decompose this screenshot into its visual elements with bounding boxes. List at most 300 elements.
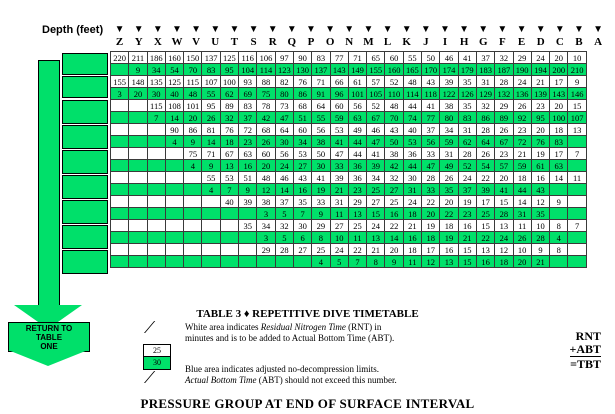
cell-90b-F[interactable]: 25 [476,208,494,220]
cell-50-I[interactable]: 50 [422,52,440,64]
group-letter-W[interactable]: W [171,36,183,48]
cell-55b-J[interactable]: 114 [403,88,421,100]
cell-70b-P[interactable]: 27 [293,160,311,172]
cell-55b-N[interactable]: 96 [330,88,348,100]
cell-55b-Y[interactable]: 20 [129,88,147,100]
cell-80-M[interactable]: 36 [348,172,366,184]
cell-80b-Z[interactable] [111,184,129,196]
cell-65-M[interactable]: 49 [348,124,366,136]
cell-80b-S[interactable]: 9 [239,184,257,196]
cell-90b-I[interactable]: 20 [422,208,440,220]
cell-100-P[interactable]: 30 [293,220,311,232]
group-letter-L[interactable]: L [383,36,392,48]
cell-70-R[interactable]: 60 [257,148,275,160]
cell-110-J[interactable]: 18 [403,244,421,256]
cell-50-V[interactable]: 150 [184,52,202,64]
cell-50-Q[interactable]: 97 [275,52,293,64]
cell-80b-I[interactable]: 33 [422,184,440,196]
group-letter-R[interactable]: R [268,36,277,48]
cell-100b-W[interactable] [165,232,183,244]
cell-90b-E[interactable]: 28 [495,208,513,220]
cell-100-Z[interactable] [111,220,129,232]
cell-55-T[interactable]: 100 [220,76,238,88]
cell-65-O[interactable]: 56 [312,124,330,136]
cell-80-A[interactable]: 11 [568,172,586,184]
cell-55b-Q[interactable]: 80 [275,88,293,100]
cell-110b-J[interactable]: 11 [403,256,421,268]
cell-70b-W[interactable] [165,160,183,172]
cell-100-T[interactable] [220,220,238,232]
cell-60-G[interactable]: 35 [458,100,476,112]
cell-50-C[interactable]: 24 [531,52,549,64]
cell-80-U[interactable]: 55 [202,172,220,184]
cell-55b-F[interactable]: 129 [476,88,494,100]
cell-60b-U[interactable]: 26 [202,112,220,124]
cell-65b-X[interactable] [147,136,165,148]
cell-80-Z[interactable] [111,172,129,184]
cell-100b-J[interactable]: 16 [403,232,421,244]
cell-90b-J[interactable]: 18 [403,208,421,220]
cell-90-X[interactable] [147,196,165,208]
cell-90b-T[interactable] [220,208,238,220]
cell-80b-T[interactable]: 7 [220,184,238,196]
group-letter-M[interactable]: M [363,36,374,48]
cell-65-R[interactable]: 68 [257,124,275,136]
cell-110-Q[interactable]: 28 [275,244,293,256]
cell-110b-Y[interactable] [129,256,147,268]
cell-50b-N[interactable]: 143 [330,64,348,76]
cell-55-J[interactable]: 48 [403,76,421,88]
cell-110-S[interactable] [239,244,257,256]
cell-80-R[interactable]: 48 [257,172,275,184]
cell-100-K[interactable]: 22 [385,220,403,232]
cell-100b-A[interactable] [568,232,586,244]
cell-70-T[interactable]: 67 [220,148,238,160]
cell-50-O[interactable]: 83 [312,52,330,64]
cell-60b-P[interactable]: 51 [293,112,311,124]
cell-60b-R[interactable]: 42 [257,112,275,124]
cell-60b-V[interactable]: 20 [184,112,202,124]
cell-55-S[interactable]: 93 [239,76,257,88]
cell-60-J[interactable]: 44 [403,100,421,112]
cell-80b-Y[interactable] [129,184,147,196]
cell-50b-Y[interactable]: 9 [129,64,147,76]
group-letter-I[interactable]: I [442,36,448,48]
cell-100b-K[interactable]: 14 [385,232,403,244]
cell-50b-G[interactable]: 179 [458,64,476,76]
cell-70-Y[interactable] [129,148,147,160]
cell-100-L[interactable]: 24 [367,220,385,232]
cell-100-H[interactable]: 18 [440,220,458,232]
cell-70b-T[interactable]: 13 [220,160,238,172]
cell-110-O[interactable]: 25 [312,244,330,256]
cell-100-D[interactable]: 11 [513,220,531,232]
cell-90b-L[interactable]: 15 [367,208,385,220]
cell-110b-T[interactable] [220,256,238,268]
cell-65-A[interactable]: 13 [568,124,586,136]
cell-65-T[interactable]: 76 [220,124,238,136]
cell-60-U[interactable]: 95 [202,100,220,112]
cell-90-P[interactable]: 35 [293,196,311,208]
cell-100-C[interactable]: 10 [531,220,549,232]
cell-100-I[interactable]: 19 [422,220,440,232]
cell-65-P[interactable]: 60 [293,124,311,136]
cell-50-K[interactable]: 60 [385,52,403,64]
cell-55-V[interactable]: 115 [184,76,202,88]
cell-110-Z[interactable] [111,244,129,256]
cell-80-N[interactable]: 39 [330,172,348,184]
cell-60-I[interactable]: 41 [422,100,440,112]
cell-65b-P[interactable]: 34 [293,136,311,148]
cell-90b-K[interactable]: 16 [385,208,403,220]
cell-100-X[interactable] [147,220,165,232]
cell-90b-H[interactable]: 22 [440,208,458,220]
cell-55b-A[interactable]: 146 [568,88,586,100]
cell-100b-X[interactable] [147,232,165,244]
cell-110b-W[interactable] [165,256,183,268]
cell-50-T[interactable]: 125 [220,52,238,64]
cell-60-A[interactable]: 15 [568,100,586,112]
cell-50b-O[interactable]: 137 [312,64,330,76]
cell-70-F[interactable]: 26 [476,148,494,160]
cell-80-F[interactable]: 22 [476,172,494,184]
cell-90b-B[interactable] [550,208,568,220]
cell-60b-D[interactable]: 92 [513,112,531,124]
cell-110b-N[interactable]: 5 [330,256,348,268]
cell-60b-K[interactable]: 70 [385,112,403,124]
cell-50b-P[interactable]: 130 [293,64,311,76]
cell-90b-S[interactable] [239,208,257,220]
cell-90-T[interactable]: 40 [220,196,238,208]
cell-50b-F[interactable]: 183 [476,64,494,76]
cell-55b-I[interactable]: 118 [422,88,440,100]
cell-100-B[interactable]: 8 [550,220,568,232]
cell-70b-F[interactable]: 54 [476,160,494,172]
cell-60b-M[interactable]: 63 [348,112,366,124]
cell-110-A[interactable] [568,244,586,256]
cell-80b-E[interactable]: 41 [495,184,513,196]
cell-110b-E[interactable]: 18 [495,256,513,268]
cell-100-J[interactable]: 21 [403,220,421,232]
cell-100b-Q[interactable]: 5 [275,232,293,244]
cell-90-D[interactable]: 14 [513,196,531,208]
cell-50b-V[interactable]: 70 [184,64,202,76]
cell-110b-V[interactable] [184,256,202,268]
cell-70b-E[interactable]: 57 [495,160,513,172]
cell-65-U[interactable]: 81 [202,124,220,136]
cell-80-C[interactable]: 16 [531,172,549,184]
group-letter-N[interactable]: N [345,36,354,48]
cell-60b-H[interactable]: 80 [440,112,458,124]
cell-80b-F[interactable]: 39 [476,184,494,196]
cell-110-P[interactable]: 27 [293,244,311,256]
cell-80b-O[interactable]: 19 [312,184,330,196]
cell-110-K[interactable]: 20 [385,244,403,256]
cell-110b-Q[interactable] [275,256,293,268]
cell-70-U[interactable]: 71 [202,148,220,160]
cell-90b-D[interactable]: 31 [513,208,531,220]
cell-60b-E[interactable]: 89 [495,112,513,124]
group-letter-Q[interactable]: Q [287,36,297,48]
cell-100b-G[interactable]: 21 [458,232,476,244]
group-letter-V[interactable]: V [192,36,201,48]
cell-100b-U[interactable] [202,232,220,244]
cell-110-L[interactable]: 21 [367,244,385,256]
cell-90-V[interactable] [184,196,202,208]
cell-60b-I[interactable]: 77 [422,112,440,124]
cell-80b-W[interactable] [165,184,183,196]
cell-110-R[interactable]: 29 [257,244,275,256]
cell-50-X[interactable]: 186 [147,52,165,64]
cell-55b-C[interactable]: 139 [531,88,549,100]
cell-70b-O[interactable]: 30 [312,160,330,172]
cell-60b-Z[interactable] [111,112,129,124]
cell-60b-N[interactable]: 59 [330,112,348,124]
cell-55b-O[interactable]: 91 [312,88,330,100]
cell-80b-J[interactable]: 31 [403,184,421,196]
cell-65b-T[interactable]: 18 [220,136,238,148]
cell-50-A[interactable]: 10 [568,52,586,64]
cell-65-I[interactable]: 37 [422,124,440,136]
cell-100b-B[interactable]: 4 [550,232,568,244]
cell-65-G[interactable]: 31 [458,124,476,136]
cell-70-M[interactable]: 44 [348,148,366,160]
group-letter-T[interactable]: T [230,36,239,48]
cell-60-Z[interactable] [111,100,129,112]
cell-55-C[interactable]: 21 [531,76,549,88]
cell-60-R[interactable]: 78 [257,100,275,112]
cell-60b-Q[interactable]: 47 [275,112,293,124]
cell-100-R[interactable]: 34 [257,220,275,232]
cell-70b-U[interactable]: 9 [202,160,220,172]
cell-100-Y[interactable] [129,220,147,232]
cell-50-B[interactable]: 20 [550,52,568,64]
cell-55b-E[interactable]: 132 [495,88,513,100]
cell-70b-I[interactable]: 47 [422,160,440,172]
cell-70b-K[interactable]: 42 [385,160,403,172]
cell-70-W[interactable] [165,148,183,160]
cell-65-N[interactable]: 53 [330,124,348,136]
cell-90b-O[interactable]: 9 [312,208,330,220]
cell-60b-X[interactable]: 7 [147,112,165,124]
cell-100-V[interactable] [184,220,202,232]
cell-65-J[interactable]: 40 [403,124,421,136]
cell-50-L[interactable]: 65 [367,52,385,64]
cell-55b-M[interactable]: 101 [348,88,366,100]
cell-70b-A[interactable] [568,160,586,172]
cell-55-K[interactable]: 52 [385,76,403,88]
cell-55-H[interactable]: 39 [440,76,458,88]
cell-55-U[interactable]: 107 [202,76,220,88]
cell-110b-R[interactable] [257,256,275,268]
cell-110-E[interactable]: 12 [495,244,513,256]
cell-55b-P[interactable]: 86 [293,88,311,100]
cell-65b-V[interactable]: 9 [184,136,202,148]
cell-70-X[interactable] [147,148,165,160]
cell-55-Q[interactable]: 82 [275,76,293,88]
cell-55b-R[interactable]: 75 [257,88,275,100]
cell-90b-X[interactable] [147,208,165,220]
cell-90-S[interactable]: 39 [239,196,257,208]
cell-70b-J[interactable]: 44 [403,160,421,172]
cell-65-L[interactable]: 46 [367,124,385,136]
cell-60-P[interactable]: 68 [293,100,311,112]
cell-100b-M[interactable]: 11 [348,232,366,244]
cell-90-R[interactable]: 38 [257,196,275,208]
cell-80b-Q[interactable]: 14 [275,184,293,196]
cell-90-W[interactable] [165,196,183,208]
cell-70-B[interactable]: 17 [550,148,568,160]
cell-55b-L[interactable]: 105 [367,88,385,100]
cell-65b-S[interactable]: 23 [239,136,257,148]
cell-50b-Z[interactable] [111,64,129,76]
cell-80-T[interactable]: 53 [220,172,238,184]
cell-90b-V[interactable] [184,208,202,220]
cell-65-V[interactable]: 86 [184,124,202,136]
cell-50-Y[interactable]: 211 [129,52,147,64]
cell-60-M[interactable]: 56 [348,100,366,112]
cell-70b-Z[interactable] [111,160,129,172]
cell-65b-Q[interactable]: 30 [275,136,293,148]
cell-55-M[interactable]: 61 [348,76,366,88]
cell-80b-H[interactable]: 35 [440,184,458,196]
cell-60-K[interactable]: 48 [385,100,403,112]
cell-70b-R[interactable]: 20 [257,160,275,172]
cell-65-Y[interactable] [129,124,147,136]
cell-65b-B[interactable]: 83 [550,136,568,148]
cell-100-F[interactable]: 15 [476,220,494,232]
cell-110-W[interactable] [165,244,183,256]
cell-65-W[interactable]: 90 [165,124,183,136]
cell-70b-Q[interactable]: 24 [275,160,293,172]
cell-110b-O[interactable]: 4 [312,256,330,268]
cell-110-T[interactable] [220,244,238,256]
cell-80b-D[interactable]: 44 [513,184,531,196]
cell-60-S[interactable]: 83 [239,100,257,112]
cell-90-B[interactable]: 9 [550,196,568,208]
cell-90b-R[interactable]: 3 [257,208,275,220]
cell-65-X[interactable] [147,124,165,136]
cell-65b-Z[interactable] [111,136,129,148]
cell-55-L[interactable]: 57 [367,76,385,88]
cell-100b-S[interactable] [239,232,257,244]
group-letter-F[interactable]: F [499,36,506,48]
cell-90b-U[interactable] [202,208,220,220]
cell-55-G[interactable]: 35 [458,76,476,88]
cell-100b-V[interactable] [184,232,202,244]
cell-65-K[interactable]: 43 [385,124,403,136]
cell-70b-V[interactable]: 4 [184,160,202,172]
cell-50-R[interactable]: 106 [257,52,275,64]
group-letter-U[interactable]: U [211,36,220,48]
cell-100b-H[interactable]: 19 [440,232,458,244]
group-letter-J[interactable]: J [423,36,429,48]
cell-65b-E[interactable]: 67 [495,136,513,148]
cell-70-P[interactable]: 53 [293,148,311,160]
cell-50b-W[interactable]: 54 [165,64,183,76]
cell-80-G[interactable]: 24 [458,172,476,184]
cell-60-N[interactable]: 60 [330,100,348,112]
group-letter-B[interactable]: B [575,36,583,48]
cell-100-O[interactable]: 29 [312,220,330,232]
cell-65-Q[interactable]: 64 [275,124,293,136]
cell-100-N[interactable]: 27 [330,220,348,232]
cell-65b-D[interactable]: 72 [513,136,531,148]
cell-60b-G[interactable]: 83 [458,112,476,124]
cell-50b-K[interactable]: 160 [385,64,403,76]
cell-60b-T[interactable]: 32 [220,112,238,124]
cell-55-O[interactable]: 71 [312,76,330,88]
cell-80-S[interactable]: 51 [239,172,257,184]
cell-110b-F[interactable]: 16 [476,256,494,268]
group-letter-O[interactable]: O [325,36,335,48]
cell-50-M[interactable]: 71 [348,52,366,64]
cell-70b-G[interactable]: 52 [458,160,476,172]
cell-65b-R[interactable]: 26 [257,136,275,148]
cell-60-E[interactable]: 29 [495,100,513,112]
cell-80b-U[interactable]: 4 [202,184,220,196]
cell-55b-K[interactable]: 110 [385,88,403,100]
cell-50b-B[interactable]: 200 [550,64,568,76]
cell-65b-K[interactable]: 50 [385,136,403,148]
cell-65-F[interactable]: 28 [476,124,494,136]
cell-50b-Q[interactable]: 123 [275,64,293,76]
cell-90-M[interactable]: 29 [348,196,366,208]
cell-110b-H[interactable]: 13 [440,256,458,268]
cell-60b-A[interactable]: 107 [568,112,586,124]
cell-80-W[interactable] [165,172,183,184]
cell-80-L[interactable]: 34 [367,172,385,184]
cell-100-U[interactable] [202,220,220,232]
cell-50-G[interactable]: 41 [458,52,476,64]
cell-90-N[interactable]: 31 [330,196,348,208]
cell-80b-P[interactable]: 16 [293,184,311,196]
cell-70-V[interactable]: 75 [184,148,202,160]
cell-80b-M[interactable]: 23 [348,184,366,196]
cell-55b-U[interactable]: 55 [202,88,220,100]
cell-55b-G[interactable]: 126 [458,88,476,100]
cell-100b-L[interactable]: 13 [367,232,385,244]
cell-80b-G[interactable]: 37 [458,184,476,196]
cell-90b-W[interactable] [165,208,183,220]
cell-55-A[interactable]: 9 [568,76,586,88]
cell-90-K[interactable]: 25 [385,196,403,208]
cell-50b-L[interactable]: 155 [367,64,385,76]
cell-70b-Y[interactable] [129,160,147,172]
cell-90-I[interactable]: 22 [422,196,440,208]
cell-50b-T[interactable]: 95 [220,64,238,76]
cell-80b-R[interactable]: 12 [257,184,275,196]
cell-90b-A[interactable] [568,208,586,220]
cell-80-K[interactable]: 32 [385,172,403,184]
cell-80b-N[interactable]: 21 [330,184,348,196]
cell-50-Z[interactable]: 220 [111,52,129,64]
group-letter-G[interactable]: G [478,36,488,48]
cell-70-G[interactable]: 28 [458,148,476,160]
cell-60-X[interactable]: 115 [147,100,165,112]
cell-70-O[interactable]: 50 [312,148,330,160]
cell-70-N[interactable]: 47 [330,148,348,160]
cell-60-Y[interactable] [129,100,147,112]
cell-110b-B[interactable] [550,256,568,268]
cell-50-N[interactable]: 77 [330,52,348,64]
group-letter-E[interactable]: E [517,36,526,48]
cell-110-V[interactable] [184,244,202,256]
cell-65b-N[interactable]: 41 [330,136,348,148]
cell-90-O[interactable]: 33 [312,196,330,208]
cell-100b-Z[interactable] [111,232,129,244]
cell-80-O[interactable]: 41 [312,172,330,184]
